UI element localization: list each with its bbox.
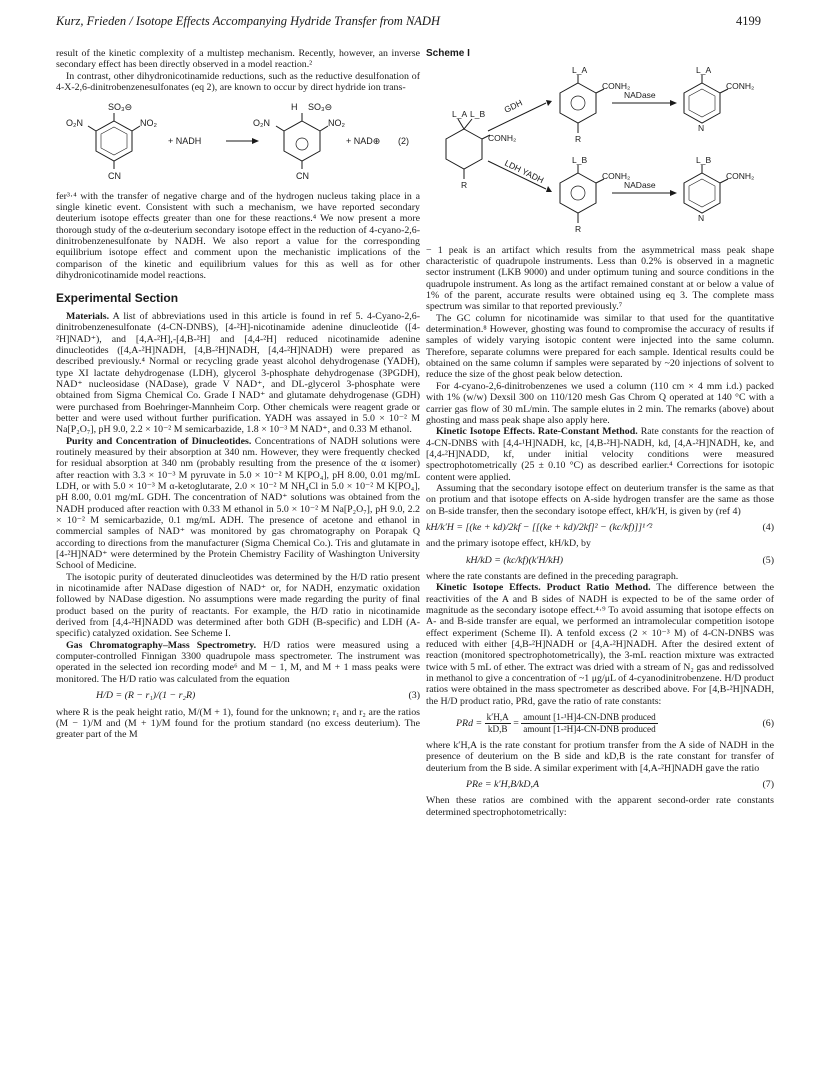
equation-3 (56, 690, 420, 701)
equation-5 (426, 555, 774, 566)
nitro-label-left: O₂N (253, 118, 270, 129)
equation-body: kH/k′H = [(ke + kd)/2kf − [[(ke + kd)/2kf]² − (kc/kf)]]¹ᐟ² (426, 521, 653, 533)
page-number: 4199 (736, 14, 761, 28)
nadh-reactant-label: + NADH (168, 136, 202, 147)
running-title: Kurz, Frieden / Isotope Effects Accompanying Hydride Transfer from NADH (56, 14, 440, 28)
nad-product-label: + NAD⊕ (346, 136, 381, 147)
nad-ring-lower (560, 173, 596, 213)
paragraph: fer³·⁴ with the transfer of negative charge and of the hydrogen nucleus taking place in a single kinetic event. Consistent with such a mechanism, we have reported secondary deuterium isotope effects greater than one for these reactions.⁴ We now present a more thorough study of the α-deuterium secondary isotope effect in the reduction of 4-cyano-2,6-dinitrobenzenesulfonate by NADH. We also report a value for the corresponding equilibrium isotope effect and comment upon the mechanistic implications of the comparison of the kinetic and equilibrium values for this as well as for other dihydronicotinamide model reactions. (56, 190, 420, 282)
paragraph: where k′H,A is the rate constant for protium transfer from the A side of NADH in the presence of deuterium on the B side and kD,B is the rate constant for transfer of deuterium from the B side. A similar experiment with [4,A-²H]NADH gave the ratio (426, 740, 774, 774)
rate-fraction (485, 712, 511, 735)
lb-label: L_B (470, 109, 486, 120)
paragraph: In contrast, other dihydronicotinamide reductions, such as the reductive desulfonation of 4-X-2,6-dinitrobenzenesulfonates (eq 2), are known to occur by direct hydride ion trans- (56, 70, 420, 94)
equation-4 (426, 522, 774, 533)
sulfonate-label: SO₃⊖ (308, 102, 333, 113)
equation-body: H/D = (R − r₁)/(1 − r₂R) (96, 690, 196, 702)
run-in-heading: Gas Chromatography–Mass Spectrometry. (66, 639, 257, 651)
scheme-title: Scheme I (426, 48, 470, 59)
fraction-numerator: amount [1-¹H]4-CN-DNB produced (523, 712, 656, 723)
run-in-heading: Kinetic Isotope Effects. Product Ratio Method. (436, 582, 651, 594)
conh2-label: CONH₂ (726, 81, 755, 92)
equation-6 (426, 712, 774, 735)
fraction-denominator: amount [1-²H]4-CN-DNB produced (523, 724, 656, 735)
la-label: L_A (452, 109, 468, 120)
equation-body (456, 712, 658, 735)
equals-sign: = (513, 717, 519, 729)
nitro-label-left: O₂N (66, 118, 83, 129)
paragraph-text: The difference between the reactivities of the A and B sides of NADH is expected to be of the same order of magnitude as the secondary isotope effect.⁴·⁹ To avoid assuming that isotope effects on A- and B-side transfer are equal, we performed an intramolecular competition isotope effect experiment (Scheme II). A tenfold excess (2 × 10⁻³ M) of 4-CN-DNBS was reduced with either [4,B-²H]NADH or [4,A-²H]NADH. After the desired extent of reaction (monitored spectrophotometrically), the 3-mL reaction mixture was extracted twice with 5 mL of ether. The extract was dried with a stream of N₂ gas and redissolved in methanol to give a concentration of ~1 μg/μL of 4-cyanodinitrobenzene. H/D product ratios were obtained in the mass spectrometer as described above. For [4,B-²H]NADH, the H/D product ratio, PRd, gave the ratio of rate constants: (426, 582, 775, 707)
left-column (56, 48, 420, 741)
run-in-heading: Kinetic Isotope Effects. Rate-Constant Method. (436, 426, 638, 438)
equation-number: (5) (762, 554, 774, 566)
nadh-ring (446, 129, 482, 169)
equation-number: (4) (762, 521, 774, 533)
hydrogen-label: H (291, 102, 298, 113)
ldh-yadh-label: LDH YADH (503, 158, 546, 186)
fraction-numerator: k′H,A (486, 712, 509, 723)
conh2-label: CONH₂ (602, 171, 631, 182)
conh2-label: CONH₂ (726, 171, 755, 182)
lb-label: L_B (572, 155, 588, 166)
run-in-heading: Materials. (66, 310, 110, 322)
paragraph: For 4-cyano-2,6-dinitrobenzenes we used a column (110 cm × 4 mm i.d.) packed with 1% (w/w) Dexsil 300 on 110/120 mesh Gas Chrom Q operated at 140 °C with a carrier gas flow of 30 mL/min. The sample elutes in 2 min. The remarks (above) about ghosting and mass peak shape also apply here. (426, 380, 774, 426)
equation-lhs: PRd = (456, 717, 483, 729)
equation-number: (6) (762, 717, 774, 729)
meisenheimer-ring (284, 121, 320, 161)
paragraph: When these ratios are combined with the apparent second-order rate constants determined spectrophotometrically: (426, 795, 774, 818)
fraction-denominator: kD,B (487, 724, 508, 735)
scheme-svg (426, 61, 774, 241)
paragraph: The GC column for nicotinamide was similar to that used for the quantitative determination.⁸ However, ghosting was found to compromise the accuracy of results if samples of widely varying isotopic content were injected into the same column. Therefore, separate columns were prepared for each sample. Identical results could be obtained on the same column if samples were separated by ~20 injections of solvent to reduce the size of the ghost peak below detection. (426, 312, 774, 381)
paragraph-text: H/D ratios were measured using a computer-controlled Finnigan 3300 quadrupole mass spectrometer. The instrument was operated in the selected ion recording mode⁶ and M − 1, M, and M + 1 mass peaks were monitored. The H/D ratio was calculated from the equation (56, 639, 420, 685)
run-in-heading: Purity and Concentration of Dinucleotides. (66, 435, 252, 447)
paragraph: result of the kinetic complexity of a multistep mechanism. Recently, however, an inverse secondary effect has been directly observed in a model reaction.² (56, 48, 420, 71)
paragraph: where R is the peak height ratio, M/(M + 1), found for the unknown; r₁ and r₂ are the ratios (M − 1)/M and (M + 1)/M found for the protium standard (no excess deuterium). The greater part of the M (56, 706, 420, 741)
la-label: L_A (696, 65, 712, 76)
paragraph-text: A list of abbreviations used in this article is found in ref 5. 4-Cyano-2,6-dinitrobenzenesulfonate (4-CN-DNBS), [4-²H]-nicotinamide adenine dinucleotide ([4-²H]NAD⁺), and [4,A-²H],-[4,B-²H] and [4,4-²H] reduced nicotinamide adenine dinucleotides ([4,A-²H]NADH, [4,B-²H]NADH, [4,4-²H]NADH) were prepared as described previously.⁴ Normal or recycling grade yeast alcohol dehydrogenase (YADH), type XI lactate dehydrogenase (LDH), glycerol 3-phosphate dehydrogenase (3PGDH), NAD⁺ nucleosidase (NADase), grade V NAD⁺, and DL-glycerol 3-phosphate were obtained from Sigma Chemical Co. Grade I NAD⁺ and glutamate dehydrogenase (GDH) were purchased from Boehringer-Mannheim Corp. Other chemicals were reagent grade or better and were used without further purification. YADH was assayed in 5.0 × 10⁻² M Na[P₂O₇], pH 9.0, 2.2 × 10⁻² M semicarbazide, 1.8 × 10⁻³ M NAD⁺, and 0.33 M ethanol. (56, 310, 420, 436)
nitro-label-right: NO₂ (140, 118, 157, 129)
nad-ring-upper (560, 83, 596, 123)
cyano-label: CN (296, 171, 309, 182)
paragraph: where the rate constants are defined in the preceding paragraph. (426, 570, 679, 582)
paragraph-text: Concentrations of NADH solutions were routinely measured by their absorption at 340 nm. However, they were frequently checked for residual absorption at 340 nm (probably resulting from the presence of the α isomer) after reaction with 3.3 × 10⁻³ M pyruvate in 5.0 × 10⁻² M K[PO₄], pH 8.00, 0.01 mg/mL LDH, or with 5.0 × 10⁻³ M α-ketoglutarate, 2.0 × 10⁻² M NH₄Cl in 5.0 × 10⁻² M K[PO₄], pH 8.00, 0.01 mg/mL GDH. The concentration of NAD⁺ solutions was obtained from the NADH produced after reaction with 0.33 M ethanol in 5.0 × 10⁻² M Na[P₂O₇], pH 9.0, 2.2 × 10⁻² M semicarbazide, 0.1 mg/mL ADH. The presence of acetone and ethanol in commercial samples of NAD⁺ was monitored by gas chromatography on Porapak Q according to directions from the manufacturer (Sigma Chemical Co.). Tris and glutamate in [4-²H]NAD⁺ were determined by the Protein Chemistry Facility of Washington University School of Medicine. (56, 435, 421, 572)
r-label: R (575, 224, 582, 235)
nadase-label: NADase (624, 180, 656, 191)
section-heading: Experimental Section (56, 291, 179, 306)
la-label: L_A (572, 65, 588, 76)
gdh-label: GDH (502, 97, 524, 116)
equation-body: kH/kD = (kc/kf)(k′H/kH) (466, 554, 564, 566)
running-header (56, 14, 761, 32)
sulfonate-label: SO₃⊖ (108, 102, 133, 113)
nadase-label: NADase (624, 90, 656, 101)
reaction-arrowhead (252, 138, 259, 144)
n-label: N (698, 213, 705, 224)
paragraph: Assuming that the secondary isotope effect on deuterium transfer is the same as that on protium and that isotope effects on A-side hydrogen transfer are the same as those on B-side transfer, then the secondary isotope effect, kH/k′H, is given by (ref 4) (426, 482, 774, 517)
cyano-label: CN (108, 171, 121, 182)
r-label: R (461, 180, 468, 191)
equation-number: (3) (408, 690, 420, 702)
equation-number: (2) (398, 136, 409, 147)
n-label: N (698, 123, 705, 134)
equation-2-svg (56, 99, 420, 183)
amount-fraction (521, 712, 657, 735)
equation-7 (426, 779, 774, 790)
paragraph: The isotopic purity of deuterated dinucleotides was determined by the H/D ratio present in nicotinamide after NADase digestion of NAD⁺ or, for NADH, enzymatic oxidation followed by NADase digestion. No assumptions were made regarding the purity of final product based on the purity of reactants. For example, the H/D ratio in nicotinamide derived from [4,4-²H]NADD was determined after both GDH (B-specific) and LDH (A-specific) catalyzed oxidation. See Scheme I. (56, 571, 420, 640)
lb-label: L_B (696, 155, 712, 166)
paragraph: and the primary isotope effect, kH/kD, by (426, 538, 591, 550)
conh2-label: CONH₂ (602, 81, 631, 92)
equation-number: (7) (762, 779, 774, 791)
scheme-figure (426, 61, 774, 244)
equation-2-figure (56, 99, 420, 186)
equation-body: PRe = k′H,B/kD,A (466, 779, 539, 791)
r-label: R (575, 134, 582, 145)
conh2-label: CONH₂ (488, 133, 517, 144)
paragraph-text: Rate constants for the reaction of 4-CN-DNBS with [4,4-¹H]NADH, kc, [4,B-²H]-NADH, kd, [4,A-²H]NADH, ke, and [4,4-²H]NADD, kf, under initial velocity conditions were measured spectrophotometrically (25 ± 0.10 °C) as described earlier.⁴ Corrections for isotopic content were applied. (426, 426, 775, 483)
paragraph: − 1 peak is an artifact which results from the asymmetrical mass peak shape characteristic of quadrupole instruments. Less than 0.2% is observed in a magnetic sector instrument (LKB 9000) and under optimum tuning and source conditions in the quadrupole instrument. As long as the artifact remained constant at or below a value of 1% of the parent, accurate results were obtained using eq 3. The complete mass spectrum was similar to that reported previously.⁷ (426, 244, 774, 313)
nitro-label-right: NO₂ (328, 118, 345, 129)
right-column (426, 48, 774, 818)
